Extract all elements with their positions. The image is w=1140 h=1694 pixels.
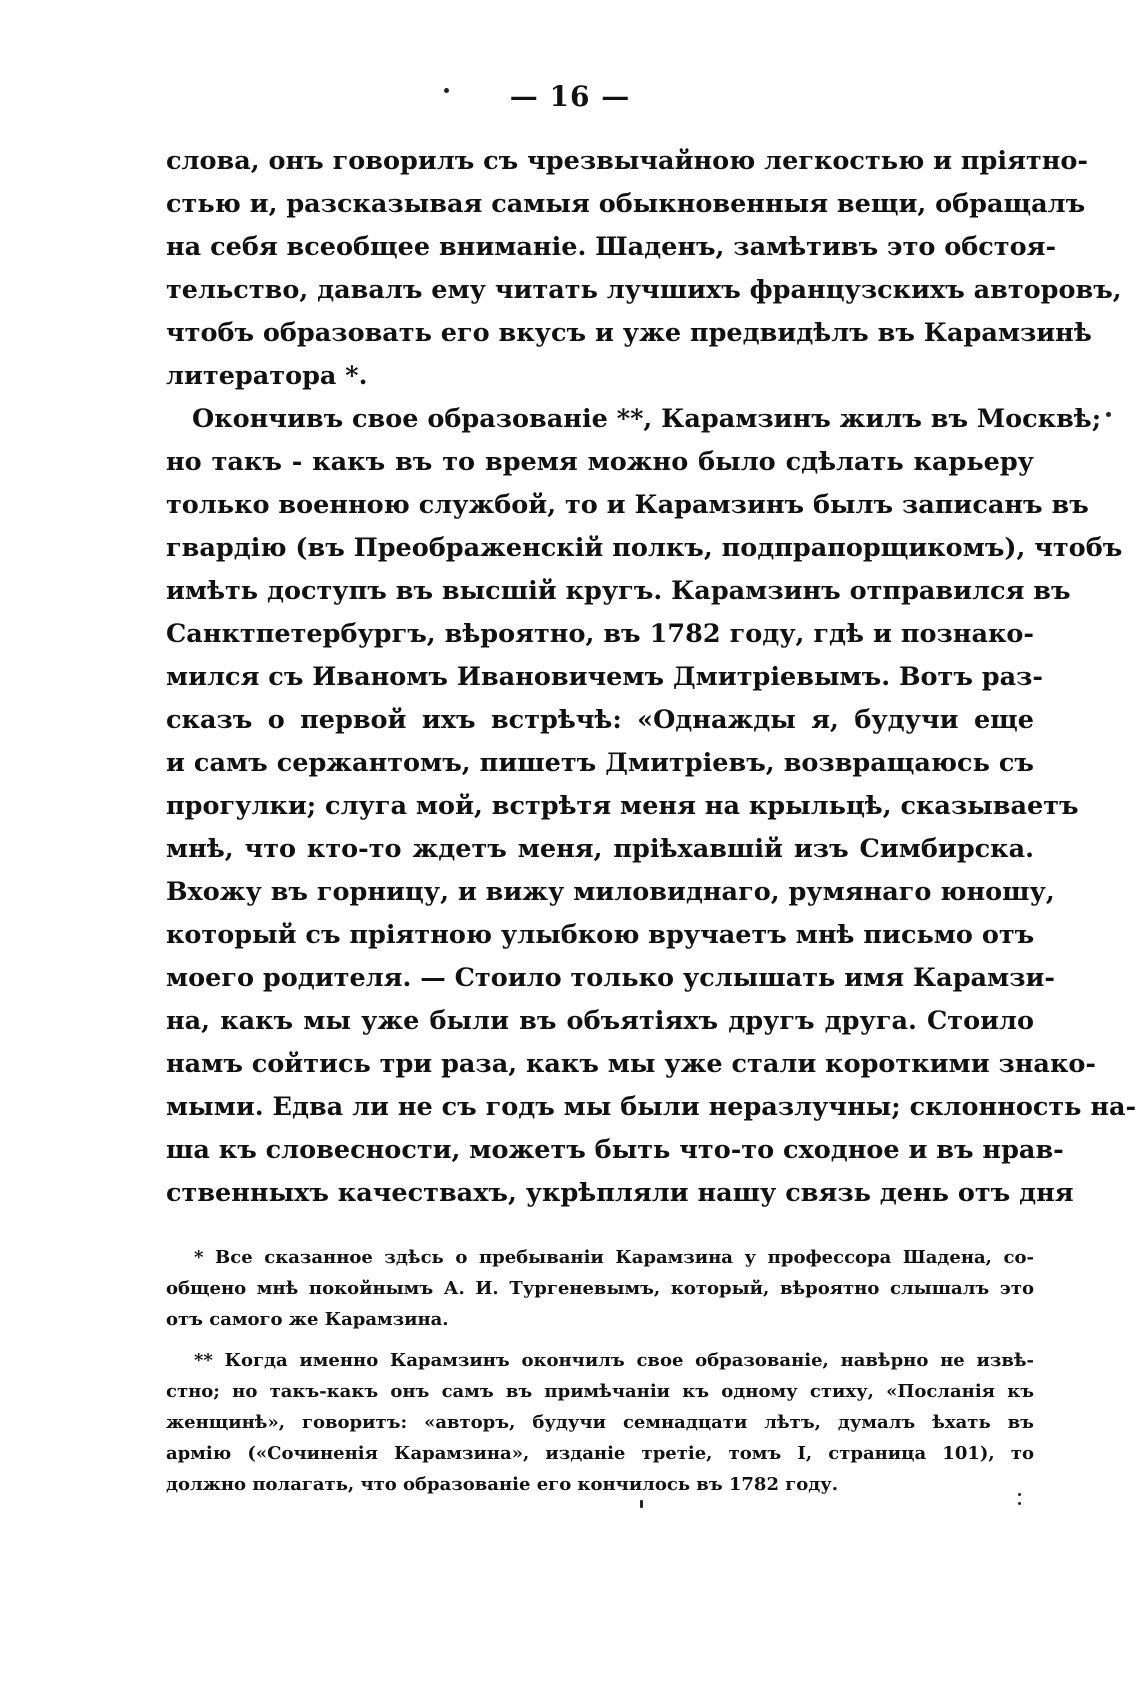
- footnote-line: армiю («Сочиненiя Карамзина», изданiе третiе, томъ I, страница 101), то: [166, 1443, 1034, 1464]
- text-line: который съ прiятною улыбкою вручаетъ мнѣ письмо отъ: [166, 920, 1035, 950]
- footnote-line: отъ самого же Карамзина.: [166, 1309, 449, 1330]
- text-line: гвардiю (въ Преображенскiй полкъ, подпрапорщикомъ), чтобъ: [166, 533, 1123, 563]
- footnote-1: [166, 1242, 1034, 1335]
- footnote-line: должно полагать, что образованiе его кончилось въ 1782 году.: [166, 1474, 839, 1495]
- text-line: литератора *.: [166, 361, 368, 391]
- footnote-2: [166, 1345, 1034, 1500]
- text-line: на себя всеобщее вниманiе. Шаденъ, замѣтивъ это обстоя-: [166, 232, 1057, 262]
- text-line: слова, онъ говорилъ съ чрезвычайною легкостью и прiятно-: [166, 146, 1088, 176]
- scan-speck: [1106, 412, 1111, 417]
- footnote-line: стно; но такъ-какъ онъ самъ въ примѣчанiи къ одному стиху, «Посланiя къ: [166, 1381, 1034, 1402]
- text-line: прогулки; слуга мой, встрѣтя меня на крыльцѣ, сказываетъ: [166, 791, 1079, 821]
- scan-speck: [1018, 1493, 1021, 1496]
- text-line: ственныхъ качествахъ, укрѣпляли нашу связь день отъ дня: [166, 1178, 1074, 1208]
- footnote-line: общено мнѣ покойнымъ А. И. Тургеневымъ, который, вѣроятно слышалъ это: [166, 1278, 1034, 1299]
- text-line: намъ сойтись три раза, какъ мы уже стали короткими знако-: [166, 1049, 1096, 1079]
- paragraph-start-line: Окончивъ свое образованiе **, Карамзинъ жилъ въ Москвѣ;: [192, 404, 1102, 434]
- footnote-line: женщинѣ», говоритъ: «авторъ, будучи семнадцати лѣтъ, думалъ ѣхать въ: [166, 1412, 1034, 1433]
- text-line: имѣть доступъ въ высшiй кругъ. Карамзинъ отправился въ: [166, 576, 1071, 606]
- text-line: ша къ словесности, можетъ быть что-то сходное и въ нрав-: [166, 1135, 1064, 1165]
- text-line: только военною службой, то и Карамзинъ былъ записанъ въ: [166, 490, 1089, 520]
- text-line: чтобъ образовать его вкусъ и уже предвидѣлъ въ Карамзинѣ: [166, 318, 1092, 348]
- text-line: Санктпетербургъ, вѣроятно, въ 1782 году, гдѣ и познако-: [166, 619, 1034, 649]
- text-line: мыми. Едва ли не съ годъ мы были неразлучны; склонность на-: [166, 1092, 1137, 1122]
- footnote-line: * Все сказанное здѣсь о пребыванiи Карамзина у профессора Шадена, со-: [194, 1247, 1034, 1268]
- text-line: мился съ Иваномъ Ивановичемъ Дмитрiевымъ. Вотъ раз-: [166, 662, 1043, 692]
- footnotes: [166, 1242, 1034, 1500]
- footnote-line: ** Когда именно Карамзинъ окончилъ свое образованiе, навѣрно не извѣ-: [194, 1350, 1034, 1371]
- text-line: мнѣ, что кто-то ждетъ меня, прiѣхавшiй изъ Симбирска.: [166, 834, 1034, 864]
- body-text: [166, 140, 1137, 1215]
- text-line: но такъ - какъ въ то время можно было сдѣлать карьеру: [166, 447, 1034, 477]
- text-line: Вхожу въ горницу, и вижу миловиднаго, румянаго юношу,: [166, 877, 1055, 907]
- scan-speck: [1018, 1502, 1021, 1505]
- text-line: моего родителя. — Стоило только услышать имя Карамзи-: [166, 963, 1055, 993]
- text-line: стью и, разсказывая самыя обыкновенныя вещи, обращалъ: [166, 189, 1086, 219]
- text-line: тельство, давалъ ему читать лучшихъ французскихъ авторовъ,: [166, 275, 1122, 305]
- scan-speck: [640, 1500, 643, 1508]
- page-number: — 16 —: [509, 80, 631, 113]
- text-line: и самъ сержантомъ, пишетъ Дмитрiевъ, возвращаюсь съ: [166, 748, 1034, 778]
- text-line: на, какъ мы уже были въ объятiяхъ другъ друга. Стоило: [166, 1006, 1034, 1036]
- text-line: сказъ о первой ихъ встрѣчѣ: «Однажды я, будучи еще: [166, 705, 1034, 735]
- scan-speck: [444, 88, 449, 93]
